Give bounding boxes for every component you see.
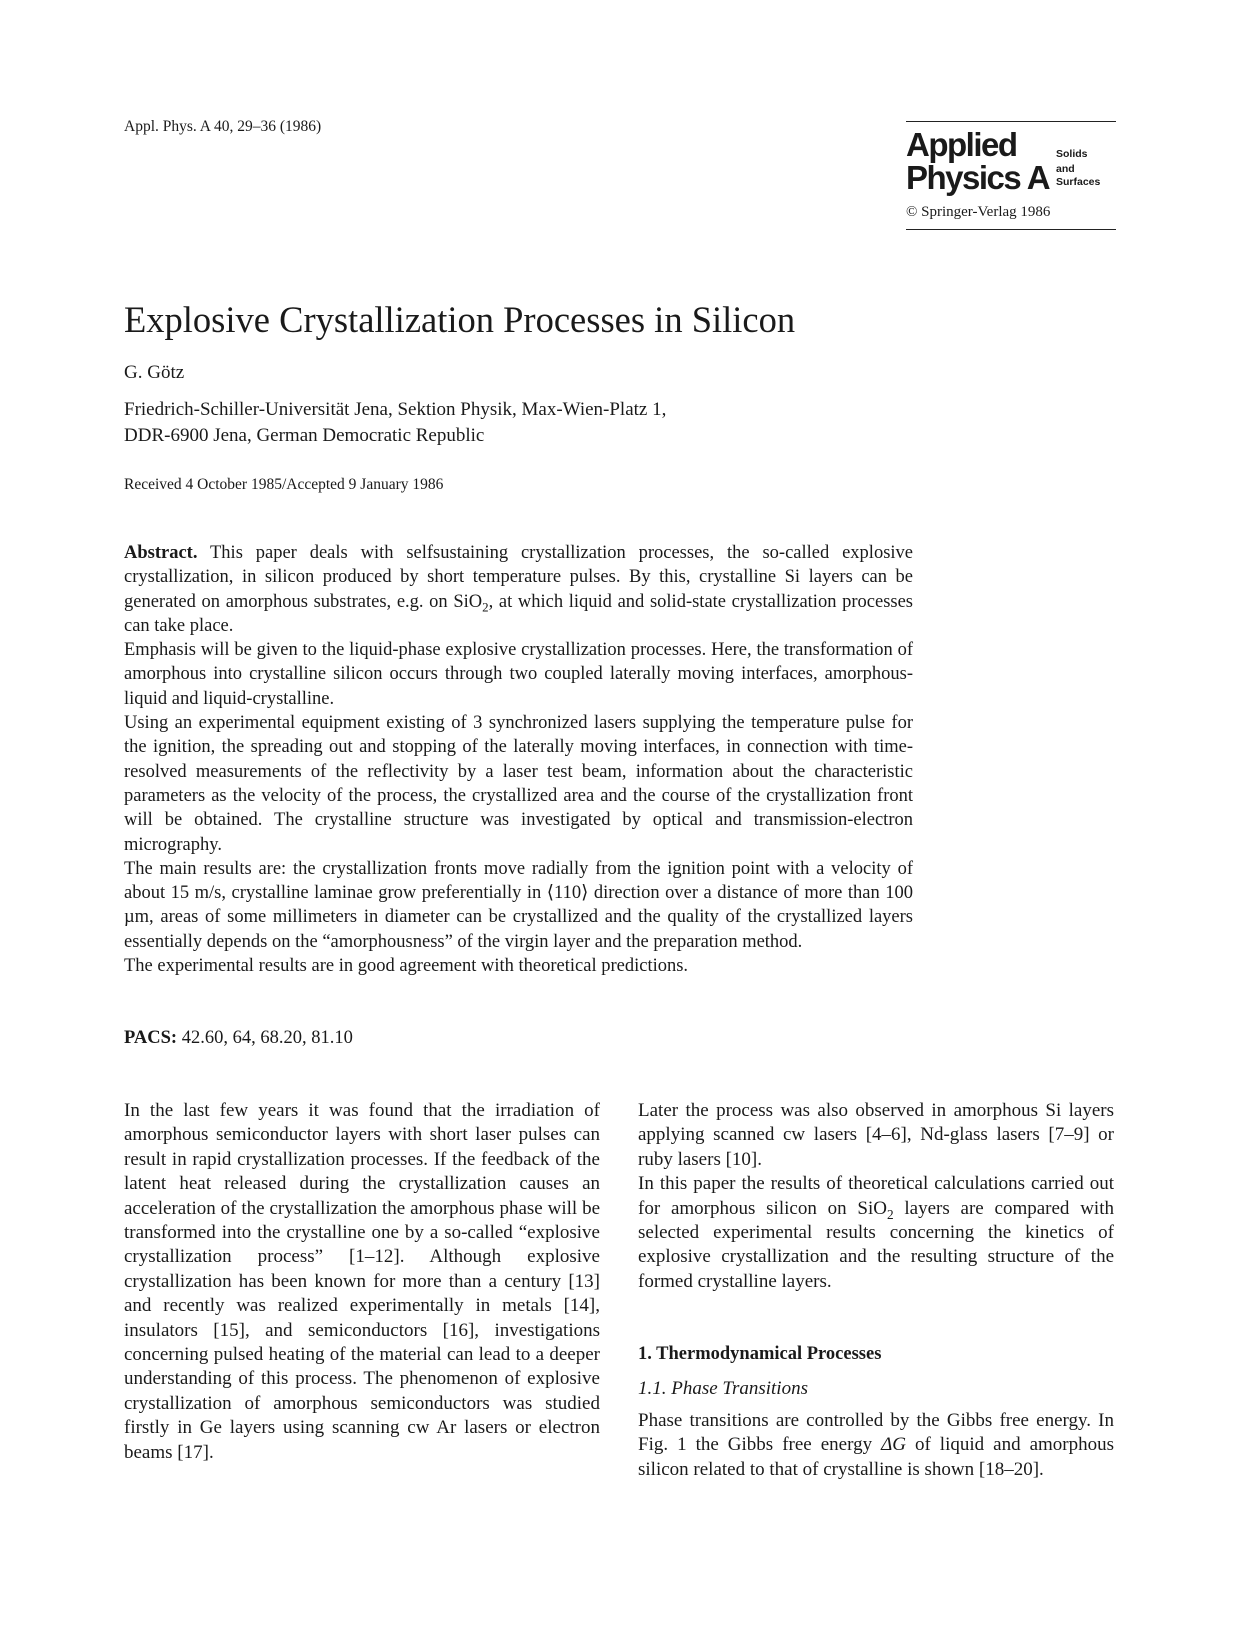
abstract-paragraph-4: The main results are: the crystallization fronts move radially from the ignition point with a velocity of about 15 m/s, crystalline laminae grow preferentially in ⟨110⟩ direction over a distance of more than 100 µm, areas of some millimeters in diameter can be crystallized and the quality of the crystallized layers essentially depends on the “amorphousness” of the virgin layer and the preparation method. <box>124 858 913 952</box>
gibbs-symbol: ΔG <box>881 1434 906 1456</box>
journal-name-line1: Applied <box>906 126 1017 163</box>
abstract-paragraph-2: Emphasis will be given to the liquid-phase explosive crystallization processes. Here, the transformation of amorphous into crystalline silicon occurs through two coupled laterally moving interfaces, amorphous-liquid and liquid-crystalline. <box>124 640 913 709</box>
abstract-paragraph-5: The experimental results are in good agreement with theoretical predictions. <box>124 956 689 977</box>
abstract-paragraph-1 <box>124 541 913 638</box>
subsection-heading: 1.1. Phase Transitions <box>638 1377 808 1399</box>
body-text-2a: In this paper the results of theoretical calculations carried out for amorphous silicon on SiO <box>638 1173 1114 1219</box>
body-column-left <box>124 1099 600 1465</box>
journal-name-line2: Physics A <box>906 159 1050 196</box>
body-text-3b: of liquid and amorphous silicon related to that of crystalline is shown [18–20]. <box>638 1434 1115 1480</box>
journal-logo <box>906 128 1116 200</box>
abstract-text-1b: , at which liquid and solid-state crystallization processes can take place. <box>124 591 913 636</box>
pacs-label: PACS: <box>124 1028 178 1048</box>
body-subscript: 2 <box>886 1206 894 1222</box>
body-paragraph-intro: In the last few years it was found that the irradiation of amorphous semiconductor layers with short laser pulses can result in rapid crystallization processes. If the feedback of the latent heat released during the crystallization causes an acceleration of the crystallization the amorphous phase will be transformed into the crystalline one by a so-called “explosive crystallization process” [1–12]. Although explosive crystallization has been known for more than a century [13] and recently was realized experimentally in metals [14], insulators [15], and semiconductors [16], investigations concerning pulsed heating of the material can lead to a deeper understanding of this process. The phenomenon of explosive crystallization of amorphous semiconductors was studied firstly in Ge layers using scanning cw Ar lasers or electron beams [17]. <box>124 1100 600 1463</box>
abstract-paragraph-3: Using an experimental equipment existing of 3 synchronized lasers supplying the temperature pulse for the ignition, the spreading out and stopping of the laterally moving interfaces, in connection with time-resolved measurements of the reflectivity by a laser test beam, information about the characteristic parameters as the velocity of the process, the crystallized area and the course of the crystallization front will be obtained. The crystalline structure was investigated by optical and transmission-electron micrography. <box>124 713 913 855</box>
bottom-rule <box>906 229 1116 230</box>
abstract-subscript: 2 <box>482 599 489 615</box>
article-title: Explosive Crystallization Processes in Silicon <box>124 299 796 340</box>
abstract-label: Abstract. <box>124 543 198 563</box>
journal-sub-surfaces: Surfaces <box>1056 176 1101 188</box>
journal-sub-and: and <box>1056 163 1075 175</box>
pacs-codes <box>124 1028 353 1049</box>
received-dates: Received 4 October 1985/Accepted 9 January 1986 <box>124 476 444 493</box>
section-heading: 1. Thermodynamical Processes <box>638 1344 882 1365</box>
top-rule <box>906 121 1116 122</box>
article-author: G. Götz <box>124 362 185 383</box>
journal-sub-solids: Solids <box>1056 148 1088 160</box>
author-affiliation <box>124 397 666 449</box>
abstract <box>124 541 913 978</box>
body-column-right <box>638 1099 1114 1482</box>
body-paragraph-this-paper <box>638 1172 1114 1294</box>
body-paragraph-later: Later the process was also observed in amorphous Si layers applying scanned cw lasers [4–6], Nd-glass lasers [7–9] or ruby lasers [10]. <box>638 1100 1114 1170</box>
body-text-2b: layers are compared with selected experimental results concerning the kinetics of explosive crystallization and the resulting structure of the formed crystalline layers. <box>638 1197 1114 1292</box>
body-text-3a: Phase transitions are controlled by the Gibbs free energy. In Fig. 1 the Gibbs free energy <box>638 1410 1114 1456</box>
body-paragraph-phase <box>638 1409 1114 1482</box>
journal-citation: Appl. Phys. A 40, 29–36 (1986) <box>124 118 322 135</box>
abstract-text-1a: This paper deals with selfsustaining crystallization processes, the so-called explosive crystallization, in silicon produced by short temperature pulses. By this, crystalline Si layers can be generated on amorphous substrates, e.g. on SiO <box>124 543 913 612</box>
pacs-values: 42.60, 64, 68.20, 81.10 <box>177 1028 353 1048</box>
affiliation-line-1: Friedrich-Schiller-Universität Jena, Sektion Physik, Max-Wien-Platz 1, <box>124 399 667 420</box>
journal-logo-box <box>906 121 1116 230</box>
copyright-notice: © Springer-Verlag 1986 <box>906 204 1051 220</box>
affiliation-line-2: DDR-6900 Jena, German Democratic Republic <box>124 425 485 446</box>
